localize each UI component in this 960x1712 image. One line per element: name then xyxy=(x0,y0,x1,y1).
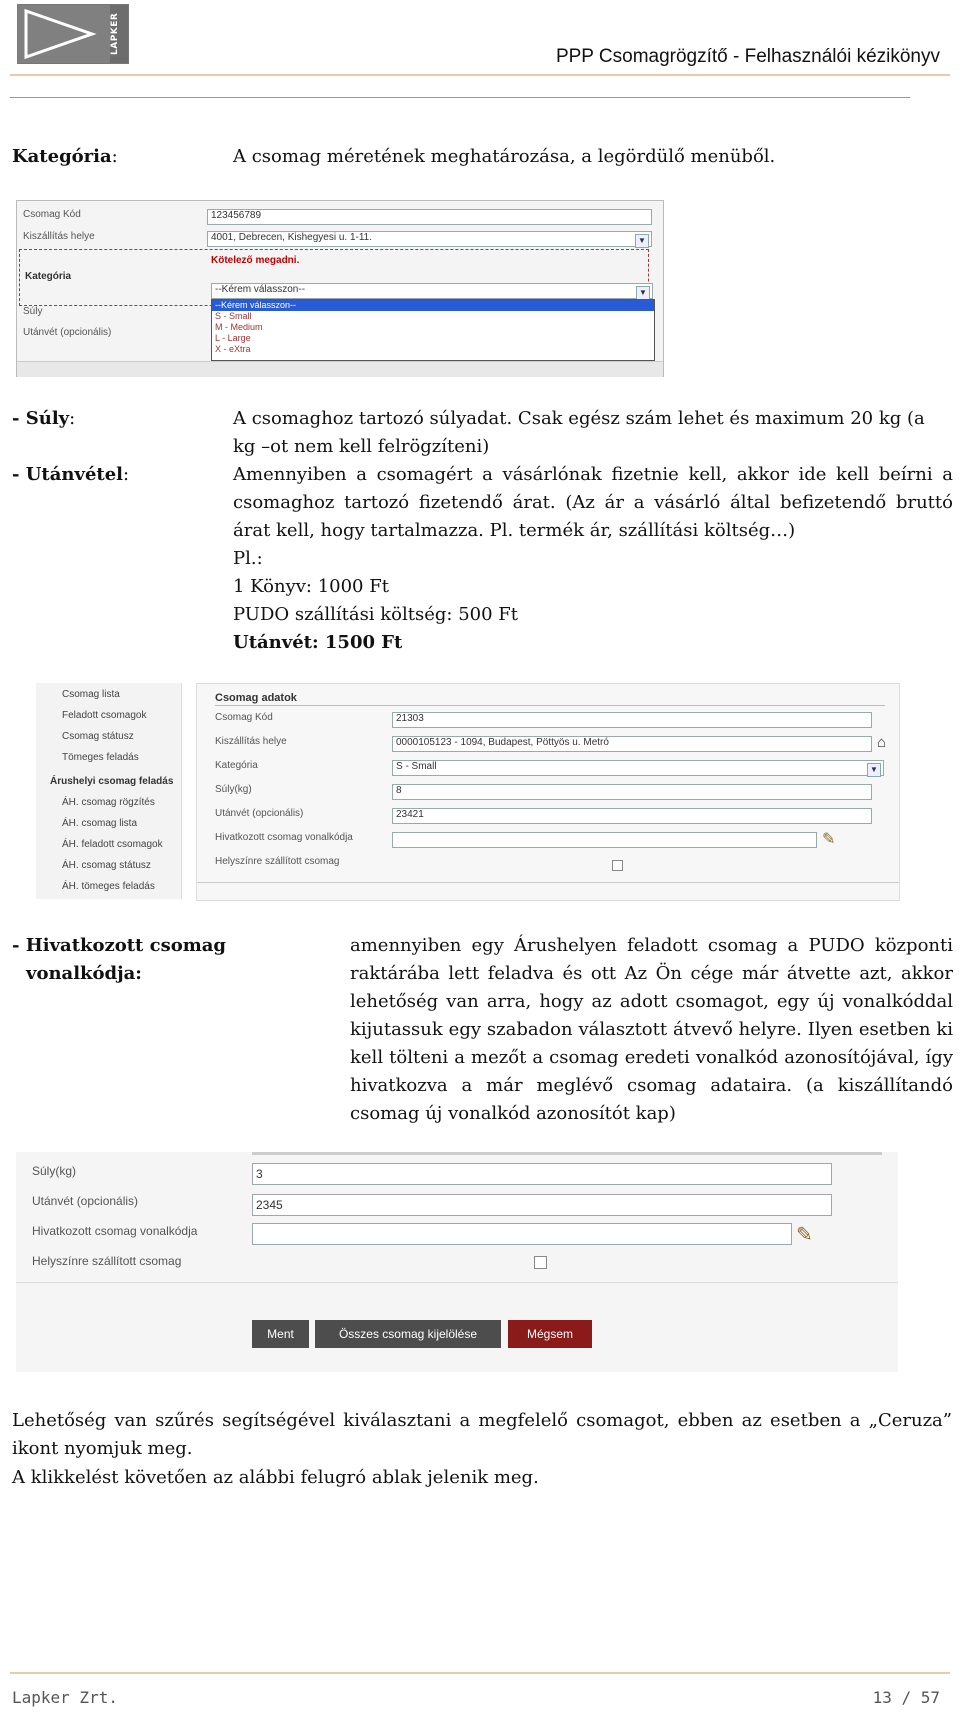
helyszinre-szallitott-checkbox[interactable] xyxy=(534,1256,547,1269)
osszes-kijelolese-button[interactable]: Összes csomag kijelölése xyxy=(315,1320,501,1348)
menu-item-arushelyi-csomag-feladas[interactable]: Árushelyi csomag feladás xyxy=(50,776,174,787)
menu-item-ah-tomeges-feladas[interactable]: ÁH. tömeges feladás xyxy=(62,881,155,892)
pencil-icon[interactable]: ✎ xyxy=(822,831,836,848)
label-helyszinre-szallitott: Helyszínre szállított csomag xyxy=(215,856,340,867)
kategoria-label: Kategória: xyxy=(12,146,118,167)
logo-text: LAPKER xyxy=(110,5,128,63)
label-kategoria: Kategória xyxy=(215,760,258,771)
pencil-icon[interactable]: ✎ xyxy=(796,1224,813,1246)
menu-item-ah-csomag-statusz[interactable]: ÁH. csomag státusz xyxy=(62,860,151,871)
kategoria-description: A csomag méretének meghatározása, a legördülő menüből. xyxy=(233,146,776,167)
hivatkozott-label: - Hivatkozott csomag vonalkódja: xyxy=(12,935,227,984)
page-number: 13 / 57 xyxy=(872,1688,940,1707)
document-title: PPP Csomagrögzítő - Felhasználói kézikönyv xyxy=(555,46,940,67)
dropdown-option[interactable]: M - Medium xyxy=(215,322,263,332)
label-utanvet: Utánvét (opcionális) xyxy=(215,808,304,819)
label-kiszallitas-helye: Kiszállítás helye xyxy=(23,231,95,242)
closing-paragraph: Lehetőség van szűrés segítségével kiválasztani a megfelelő csomagot, ebben az esetben a „Ceruza” ikont nyomjuk meg. xyxy=(12,1410,952,1459)
play-triangle-icon xyxy=(18,5,110,63)
menu-item-ah-feladott-csomagok[interactable]: ÁH. feladott csomagok xyxy=(62,839,163,850)
kategoria-select[interactable]: --Kérem válasszon-- ▼ xyxy=(211,283,653,299)
utanvet-field[interactable]: 2345 xyxy=(252,1194,832,1216)
label-csomag-kod: Csomag Kód xyxy=(23,209,81,220)
hivatkozott-vonalkod-field[interactable] xyxy=(392,832,817,848)
suly-description: A csomaghoz tartozó súlyadat. Csak egész szám lehet és maximum 20 kg (a kg –ot nem kell felrögzíteni) xyxy=(233,408,925,457)
footer-company: Lapker Zrt. xyxy=(12,1688,118,1707)
hivatkozott-description: amennyiben egy Árushelyen feladott csomag a PUDO központi raktárába lett feladva és ott Az Ön cége már átvette azt, akkor lehetőség van arra, hogy az adott csomagot, egy új vonalkóddal kijutassuk egy szabadon választott átvevő helyre. Ilyen esetben ki kell tölteni a mezőt a csomag eredeti vonalkód azonosítójával, így hivatkozva a már meglévő csomag adataira. (a kiszállítandó csomag új vonalkód azonosítót kap) xyxy=(350,935,953,1124)
menu-item-tomeges-feladas[interactable]: Tömeges feladás xyxy=(62,752,139,763)
chevron-down-icon: ▼ xyxy=(635,234,649,248)
kategoria-select[interactable]: S - Small ▼ xyxy=(392,760,884,776)
label-utanvet: Utánvét (opcionális) xyxy=(23,327,112,338)
utanvetel-label: - Utánvétel: xyxy=(12,464,130,485)
suly-field[interactable]: 3 xyxy=(252,1163,832,1185)
menu-item-ah-csomag-lista[interactable]: ÁH. csomag lista xyxy=(62,818,138,829)
home-icon[interactable]: ⌂ xyxy=(877,734,887,751)
label-suly: Súly xyxy=(23,306,43,317)
side-menu xyxy=(36,683,182,899)
section-divider xyxy=(215,705,885,706)
form-divider xyxy=(16,1282,898,1283)
lapker-logo xyxy=(17,4,129,64)
header-divider-secondary xyxy=(10,97,910,98)
screenshot-package-form xyxy=(36,683,898,899)
label-helyszinre-szallitott: Helyszínre szállított csomag xyxy=(32,1254,182,1268)
dropdown-option[interactable]: X - eXtra xyxy=(215,344,251,354)
megsem-button[interactable]: Mégsem xyxy=(508,1320,592,1348)
panel-divider xyxy=(197,882,899,883)
label-hivatkozott-vonalkod: Hivatkozott csomag vonalkódja xyxy=(32,1224,198,1238)
menu-item-csomag-statusz[interactable]: Csomag státusz xyxy=(62,731,134,742)
kiszallitas-helye-select[interactable]: 4001, Debrecen, Kishegyesi u. 1-11. ▼ xyxy=(207,231,652,247)
label-csomag-kod: Csomag Kód xyxy=(215,712,273,723)
suly-field[interactable]: 8 xyxy=(392,784,872,800)
menu-item-ah-csomag-rogzites[interactable]: ÁH. csomag rögzítés xyxy=(62,797,155,808)
screenshot-form-buttons xyxy=(16,1152,898,1372)
utanvet-field[interactable]: 23421 xyxy=(392,808,872,824)
header-divider xyxy=(10,74,950,76)
label-hivatkozott-vonalkod: Hivatkozott csomag vonalkódja xyxy=(215,832,353,843)
menu-item-feladott-csomagok[interactable]: Feladott csomagok xyxy=(62,710,147,721)
kiszallitas-helye-field[interactable]: 0000105123 - 1094, Budapest, Pöttyös u. Metró xyxy=(392,736,872,752)
suly-label: - Súly: xyxy=(12,408,76,429)
form-panel xyxy=(196,683,900,901)
screenshot-category-dropdown xyxy=(16,200,664,377)
top-edge xyxy=(252,1152,882,1155)
dropdown-option[interactable]: L - Large xyxy=(215,333,251,343)
screenshot-bottom-bar xyxy=(17,361,663,377)
csomag-kod-field[interactable]: 123456789 xyxy=(207,209,652,225)
utanvetel-example: Pl.: 1 Könyv: 1000 Ft PUDO szállítási költség: 500 Ft Utánvét: 1500 Ft xyxy=(233,548,519,653)
label-utanvet: Utánvét (opcionális) xyxy=(32,1194,139,1208)
helyszinre-szallitott-checkbox[interactable] xyxy=(612,860,623,871)
label-kiszallitas-helye: Kiszállítás helye xyxy=(215,736,287,747)
section-title: Csomag adatok xyxy=(215,692,297,704)
error-message: Kötelező megadni. xyxy=(211,255,300,266)
dropdown-option[interactable]: S - Small xyxy=(215,311,252,321)
kategoria-dropdown-list xyxy=(211,299,655,361)
label-kategoria: Kategória xyxy=(25,271,72,282)
chevron-down-icon: ▼ xyxy=(867,763,881,777)
dropdown-option-selected[interactable]: --Kérem válasszon-- xyxy=(212,300,654,311)
logo-triangle-panel xyxy=(18,5,110,63)
closing-line: A klikkelést követően az alábbi felugró ablak jelenik meg. xyxy=(12,1467,539,1488)
chevron-down-icon: ▼ xyxy=(636,286,650,300)
label-suly: Súly(kg) xyxy=(215,784,252,795)
menu-item-csomag-lista[interactable]: Csomag lista xyxy=(62,689,120,700)
csomag-kod-field[interactable]: 21303 xyxy=(392,712,872,728)
ment-button[interactable]: Ment xyxy=(252,1320,309,1348)
footer-divider xyxy=(10,1672,950,1674)
label-suly: Súly(kg) xyxy=(32,1164,77,1178)
utanvetel-description: Amennyiben a csomagért a vásárlónak fizetnie kell, akkor ide kell beírni a csomaghoz tartozó fizetendő árat. (Az ár a vásárló által befizetendő bruttó árat kell, hogy tartalmazza. Pl. termék ár, szállítási költség…) xyxy=(233,464,953,541)
hivatkozott-vonalkod-field[interactable] xyxy=(252,1223,792,1245)
